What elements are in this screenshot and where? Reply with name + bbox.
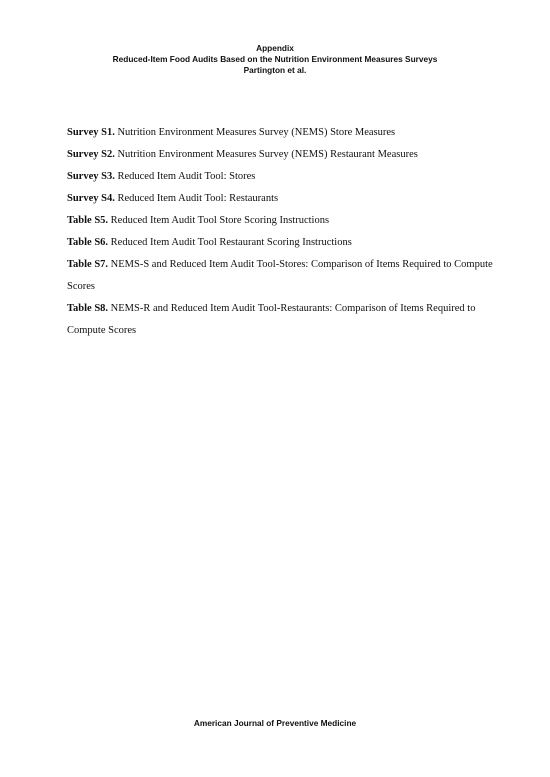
- supplement-list: [67, 122, 507, 342]
- page-footer: American Journal of Preventive Medicine: [193, 718, 357, 728]
- list-item: [67, 232, 507, 254]
- item-label: Survey S2.: [67, 149, 115, 160]
- item-text: Reduced Item Audit Tool Restaurant Scoring Instructions: [110, 237, 352, 248]
- list-item: [67, 188, 507, 210]
- item-label: Survey S1.: [67, 127, 115, 138]
- list-item: [67, 144, 507, 166]
- item-label: Survey S3.: [67, 171, 115, 182]
- item-text: NEMS-R and Reduced Item Audit Tool-Restaurants: Comparison of Items Required to Compute Scores: [67, 303, 476, 336]
- header-authors: Partington et al.: [243, 65, 307, 75]
- item-text: Nutrition Environment Measures Survey (NEMS) Restaurant Measures: [117, 149, 418, 160]
- item-label: Table S8.: [67, 303, 109, 314]
- list-item: [67, 122, 507, 144]
- header-title: Appendix: [256, 43, 294, 53]
- list-item: [67, 298, 507, 342]
- page-header: [0, 43, 550, 76]
- item-text: NEMS-S and Reduced Item Audit Tool-Stores: Comparison of Items Required to Compute Scores: [67, 259, 493, 292]
- list-item: [67, 254, 507, 298]
- item-text: Reduced Item Audit Tool: Restaurants: [117, 193, 279, 204]
- item-text: Nutrition Environment Measures Survey (NEMS) Store Measures: [117, 127, 396, 138]
- list-item: [67, 210, 507, 232]
- item-label: Table S6.: [67, 237, 109, 248]
- item-text: Reduced Item Audit Tool Store Scoring Instructions: [110, 215, 330, 226]
- item-label: Table S7.: [67, 259, 109, 270]
- item-label: Survey S4.: [67, 193, 115, 204]
- list-item: [67, 166, 507, 188]
- item-label: Table S5.: [67, 215, 109, 226]
- item-text: Reduced Item Audit Tool: Stores: [117, 171, 256, 182]
- header-subtitle: Reduced-Item Food Audits Based on the Nutrition Environment Measures Surveys: [112, 54, 438, 64]
